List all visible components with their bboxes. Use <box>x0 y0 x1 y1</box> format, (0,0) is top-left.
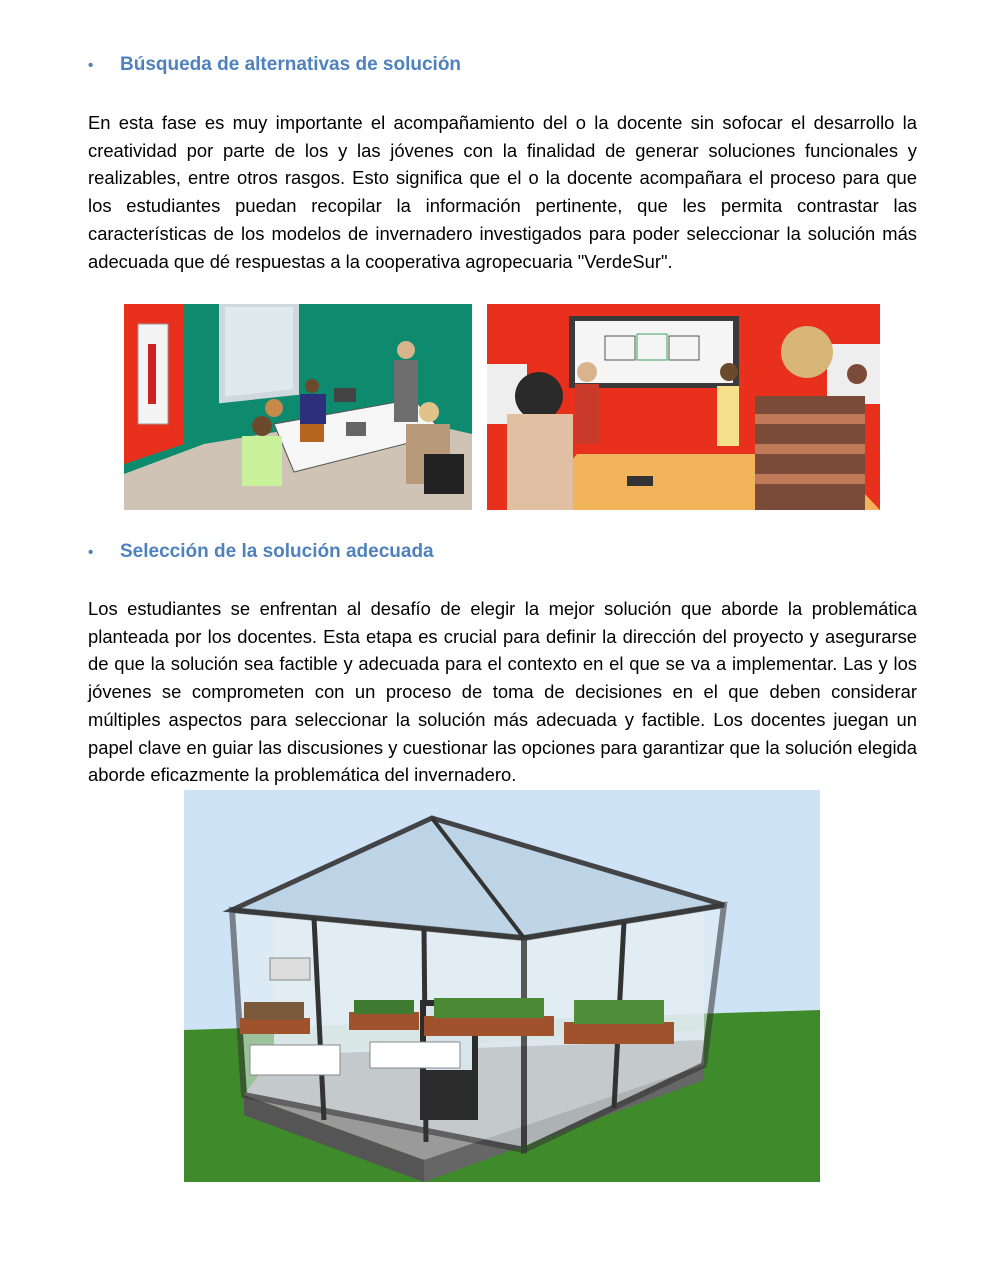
section-heading-selection <box>88 541 434 563</box>
greenhouse-illustration <box>184 790 820 1182</box>
section-title: Selección de la solución adecuada <box>120 541 434 562</box>
section-heading-alternatives <box>88 54 461 76</box>
bullet-icon: • <box>88 56 94 74</box>
section-body-alternatives: En esta fase es muy importante el acompañamiento del o la docente sin sofocar el desarrollo la creatividad por parte de los y las jóvenes con la finalidad de generar soluciones funcionales y realizables, entre otros rasgos. Esto significa que el o la docente acompañara el proceso para que los estudiantes puedan recopilar la información pertinente, que les permita contrastar las características de los modelos de invernadero investigados para poder seleccionar la solución más adecuada que dé respuestas a la cooperativa agropecuaria "VerdeSur". <box>88 112 917 272</box>
section-body-selection: Los estudiantes se enfrentan al desafío de elegir la mejor solución que aborde la problemática planteada por los docentes. Esta etapa es crucial para definir la dirección del proyecto y asegurarse de que la solución sea factible y adecuada para el contexto en el que se va a implementar. Las y los jóvenes se comprometen con un proceso de toma de decisiones en el que deben considerar múltiples aspectos para seleccionar la solución más adecuada y factible. Los docentes juegan un papel clave en guiar las discusiones y cuestionar las opciones para garantizar que la solución elegida aborde eficazmente la problemática del invernadero. <box>88 598 917 786</box>
section-title: Búsqueda de alternativas de solución <box>120 54 462 75</box>
bullet-icon: • <box>88 543 94 561</box>
meeting-illustration <box>487 304 880 510</box>
classroom-illustration <box>124 304 472 510</box>
